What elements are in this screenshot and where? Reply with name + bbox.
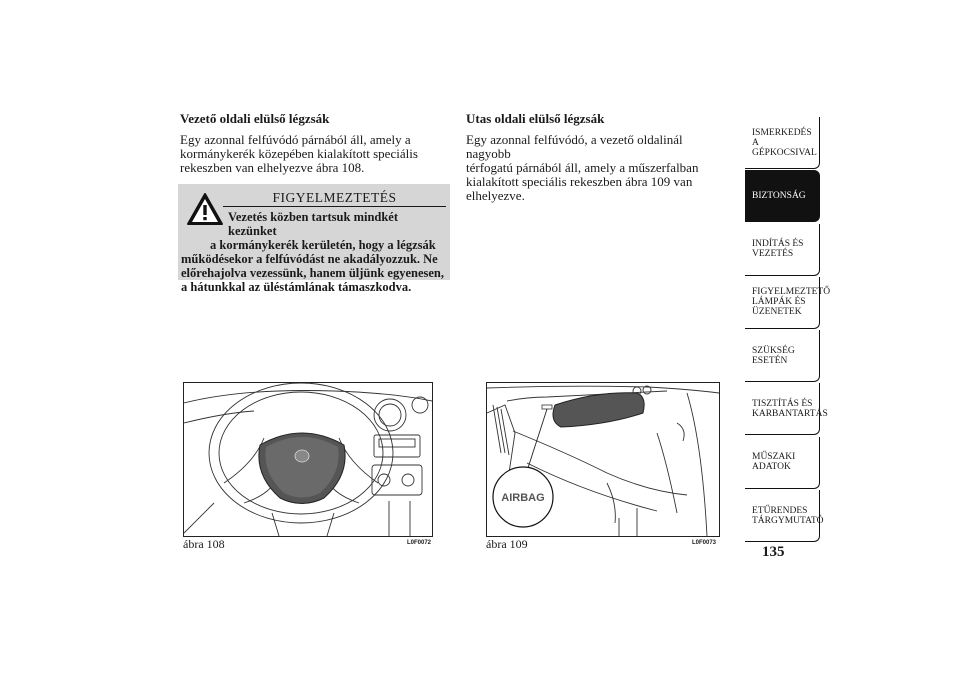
warning-line: előrehajolva vezessünk, hanem üljünk egyenesen,	[181, 266, 444, 280]
page-number: 135	[762, 544, 785, 560]
tab-emergency[interactable]: SZÜKSÉG ESETÉN	[745, 330, 820, 382]
driver-airbag-heading: Vezető oldali elülső légzsák	[180, 111, 330, 126]
tab-index[interactable]: ETŰRENDES TÁRGYMUTATÓ	[745, 490, 820, 542]
passenger-airbag-text: Egy azonnal felfúvódó, a vezető oldalinál nagyobb térfogatú párnából áll, amely a műszerfalban kialakított speciális rekeszben ábra 109 van elhelyezve.	[466, 132, 699, 203]
tab-warning-lights[interactable]: FIGYELMEZTETŐ LÁMPÁK ÉS ÜZENETEK	[745, 277, 820, 329]
warning-title: FIGYELMEZTETÉS	[223, 190, 446, 207]
figure-dashboard	[486, 382, 720, 537]
figure-caption: ábra 108	[183, 537, 225, 551]
tab-safety[interactable]: BIZTONSÁG	[745, 170, 820, 222]
warning-line: Vezetés közben tartsuk mindkét kezünket	[228, 210, 399, 238]
tab-care-maintenance[interactable]: TISZTÍTÁS ÉS KARBANTARTÁS	[745, 383, 820, 435]
airbag-label: AIRBAG	[501, 492, 545, 504]
warning-line: a hátunkkal az üléstámlának támaszkodva.	[181, 280, 412, 294]
steering-wheel-illustration	[184, 383, 432, 536]
passenger-airbag-heading: Utas oldali elülső légzsák	[466, 111, 605, 126]
right-column	[466, 112, 728, 203]
figure-steering-wheel	[183, 382, 433, 537]
driver-airbag-text: Egy azonnal felfúvódó párnából áll, amely a kormánykerék közepében kialakított speciális rekeszben van elhelyezve ábra 108.	[180, 132, 418, 175]
warning-text	[181, 210, 447, 294]
chapter-tabs	[745, 117, 831, 543]
left-column	[180, 112, 452, 175]
tab-getting-to-know[interactable]: ISMERKEDÉS A GÉPKOCSIVAL	[745, 117, 820, 169]
warning-line: a kormánykerék kerületén, hogy a légzsák	[210, 238, 436, 252]
figure-caption: ábra 109	[486, 537, 528, 551]
tab-technical-data[interactable]: MŰSZAKI ADATOK	[745, 437, 820, 489]
tab-starting-driving[interactable]: INDÍTÁS ÉS VEZETÉS	[745, 224, 820, 276]
figure-code: L0F0073	[692, 540, 717, 546]
dashboard-illustration	[487, 383, 719, 536]
figure-code: L0F0072	[407, 540, 432, 546]
warning-line: működésekor a felfúvódást ne akadályozzuk. Ne	[181, 252, 438, 266]
warning-box	[178, 184, 450, 294]
